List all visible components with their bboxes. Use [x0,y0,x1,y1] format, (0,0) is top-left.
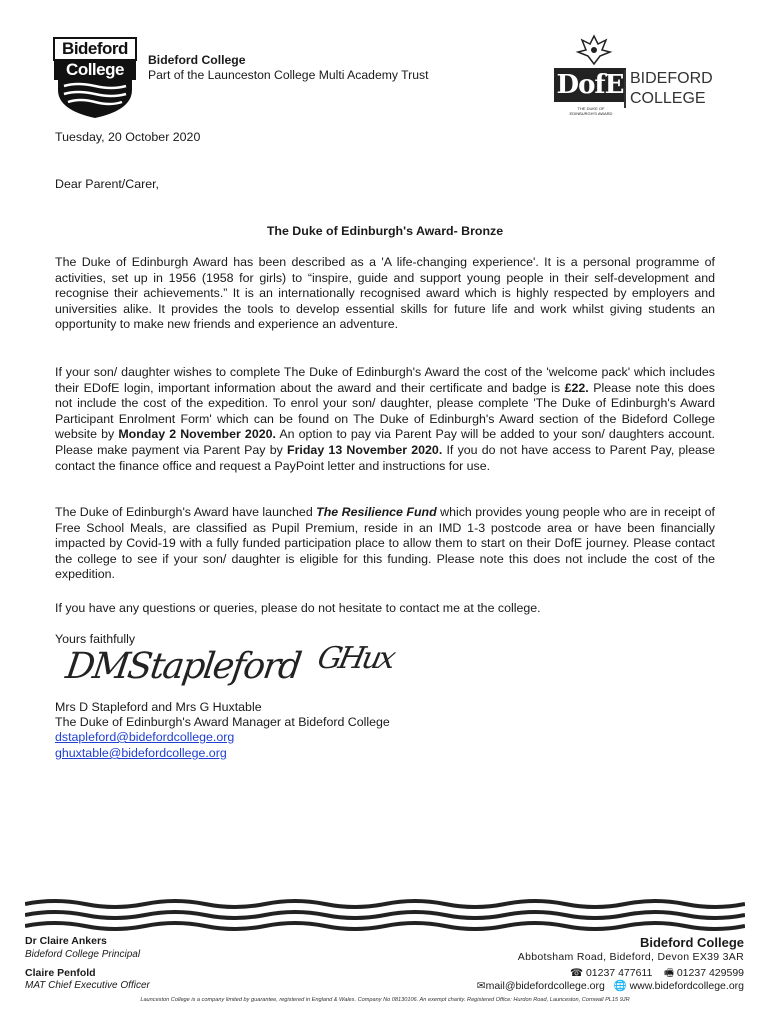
paragraph-resilience-fund [55,505,715,583]
p2-cost: £22. [564,380,589,395]
p3-text-a: The Duke of Edinburgh's Award have launched [55,505,317,519]
globe-icon: 🌐 [613,980,627,992]
footer-phone: 01237 477611 [585,967,653,979]
email-stapleford-link[interactable]: dstapleford@bidefordcollege.org [55,730,235,744]
mail-icon: ✉ [476,980,486,992]
dofe-partner-line-2: COLLEGE [630,90,706,107]
footer-college-name: Bideford College [639,935,744,950]
bideford-college-crest-logo [52,36,138,120]
p2-text-b: Please note this does not include the cost of the expedition. To enrol your son/ daughter, please complete 'The Duke of Edinburgh's Award Participant Enrolment Form' which can be found on The Duke of Edinburgh's Award section of the Bideford College website by [55,380,715,442]
p2-deadline-2: Friday 13 November 2020. [287,442,443,457]
dofe-partner-line-1: BIDEFORD [630,70,713,87]
footer-address: Abbotsham Road, Bideford, Devon EX39 3AR [517,951,744,963]
paragraph-enrolment [55,365,715,474]
email-huxtable-link[interactable]: ghuxtable@bidefordcollege.org [55,746,227,760]
dofe-award-logo [552,34,632,124]
closing: Yours faithfully [55,632,136,646]
signature-huxtable: GHux [314,641,397,676]
paragraph-questions: If you have any questions or queries, please do not hesitate to contact me at the college. [55,601,541,615]
crest-word-1: Bideford [62,39,128,58]
letter-date: Tuesday, 20 October 2020 [55,130,201,144]
dofe-small-text: THE DUKE OF EDINBURGH'S AWARD [569,106,613,116]
letter-title: The Duke of Edinburgh's Award- Bronze [266,224,504,238]
footer-contacts [477,979,744,992]
footer-legal-notice: Launceston College is a company limited by guarantee, registered in England & Wales. Company No 08130106. An exempt charity. Registered Office: Hurdon Road, Launceston, Cornwall PL15 9JR [140,997,630,1003]
footer-wave-decoration [25,898,745,934]
paragraph-intro: The Duke of Edinburgh Award has been described as a 'A life-changing experience'. It is a personal programme of activities, set up in 1956 (1958 for girls) to “inspire, guide and support young people in their self-development and recognise their achievements.” It is an internationally recognised award which is highly respected by employers and universities alike. It provides the tools to develop essential skills for future life and work whilst giving students an opportunity to make new friends and experience an adventure. [55,255,715,332]
p2-text-a: If your son/ daughter wishes to complete The Duke of Edinburgh's Award the cost of the 'welcome pack' which includes their EDofE login, important information about the award and their certificate and badge is [55,365,715,395]
signature-stapleford: DMStapleford [63,646,303,687]
trust-line: Part of the Launceston College Multi Academy Trust [148,68,429,82]
principal-name: Dr Claire Ankers [25,935,107,947]
footer-website[interactable]: www.bidefordcollege.org [629,980,744,992]
fax-icon: 🖷 [664,967,674,979]
p3-fund-name: The Resilience Fund [316,505,437,519]
footer-email[interactable]: mail@bidefordcollege.org [485,980,605,992]
dofe-letters: DofE [554,68,626,102]
school-name: Bideford College [148,53,246,67]
p3-text-b: which provides young people who are in receipt of Free School Meals, are classified as Pupil Premium, reside in an IMD 1-3 postcode area or have been financially impacted by Covid-19 with a fully funded participation place to allow them to start on their DofE journey. Please contact the college to see if your son/ daughter is eligible for this funding. Please note this does not include the cost of the expedition. [55,505,715,582]
phone-icon: ☎ [569,967,584,979]
principal-title: Bideford College Principal [25,949,141,960]
salutation: Dear Parent/Carer, [55,177,159,191]
p2-deadline-1: Monday 2 November 2020. [118,427,276,442]
signatory-role: The Duke of Edinburgh's Award Manager at Bideford College [55,715,390,729]
p2-text-c: An option to pay via Parent Pay will be added to your son/ daughters account. Please make payment via Parent Pay by [55,427,715,457]
footer-fax: 01237 429599 [676,967,744,979]
crest-word-2: College [66,60,124,79]
signatories: Mrs D Stapleford and Mrs G Huxtable [55,700,262,714]
ceo-name: Claire Penfold [25,967,96,979]
ceo-title: MAT Chief Executive Officer [25,980,150,991]
p2-text-d: If you do not have access to Parent Pay, please contact the finance office and request a PayPoint letter and instructions for use. [55,442,715,473]
dofe-divider [624,70,626,108]
